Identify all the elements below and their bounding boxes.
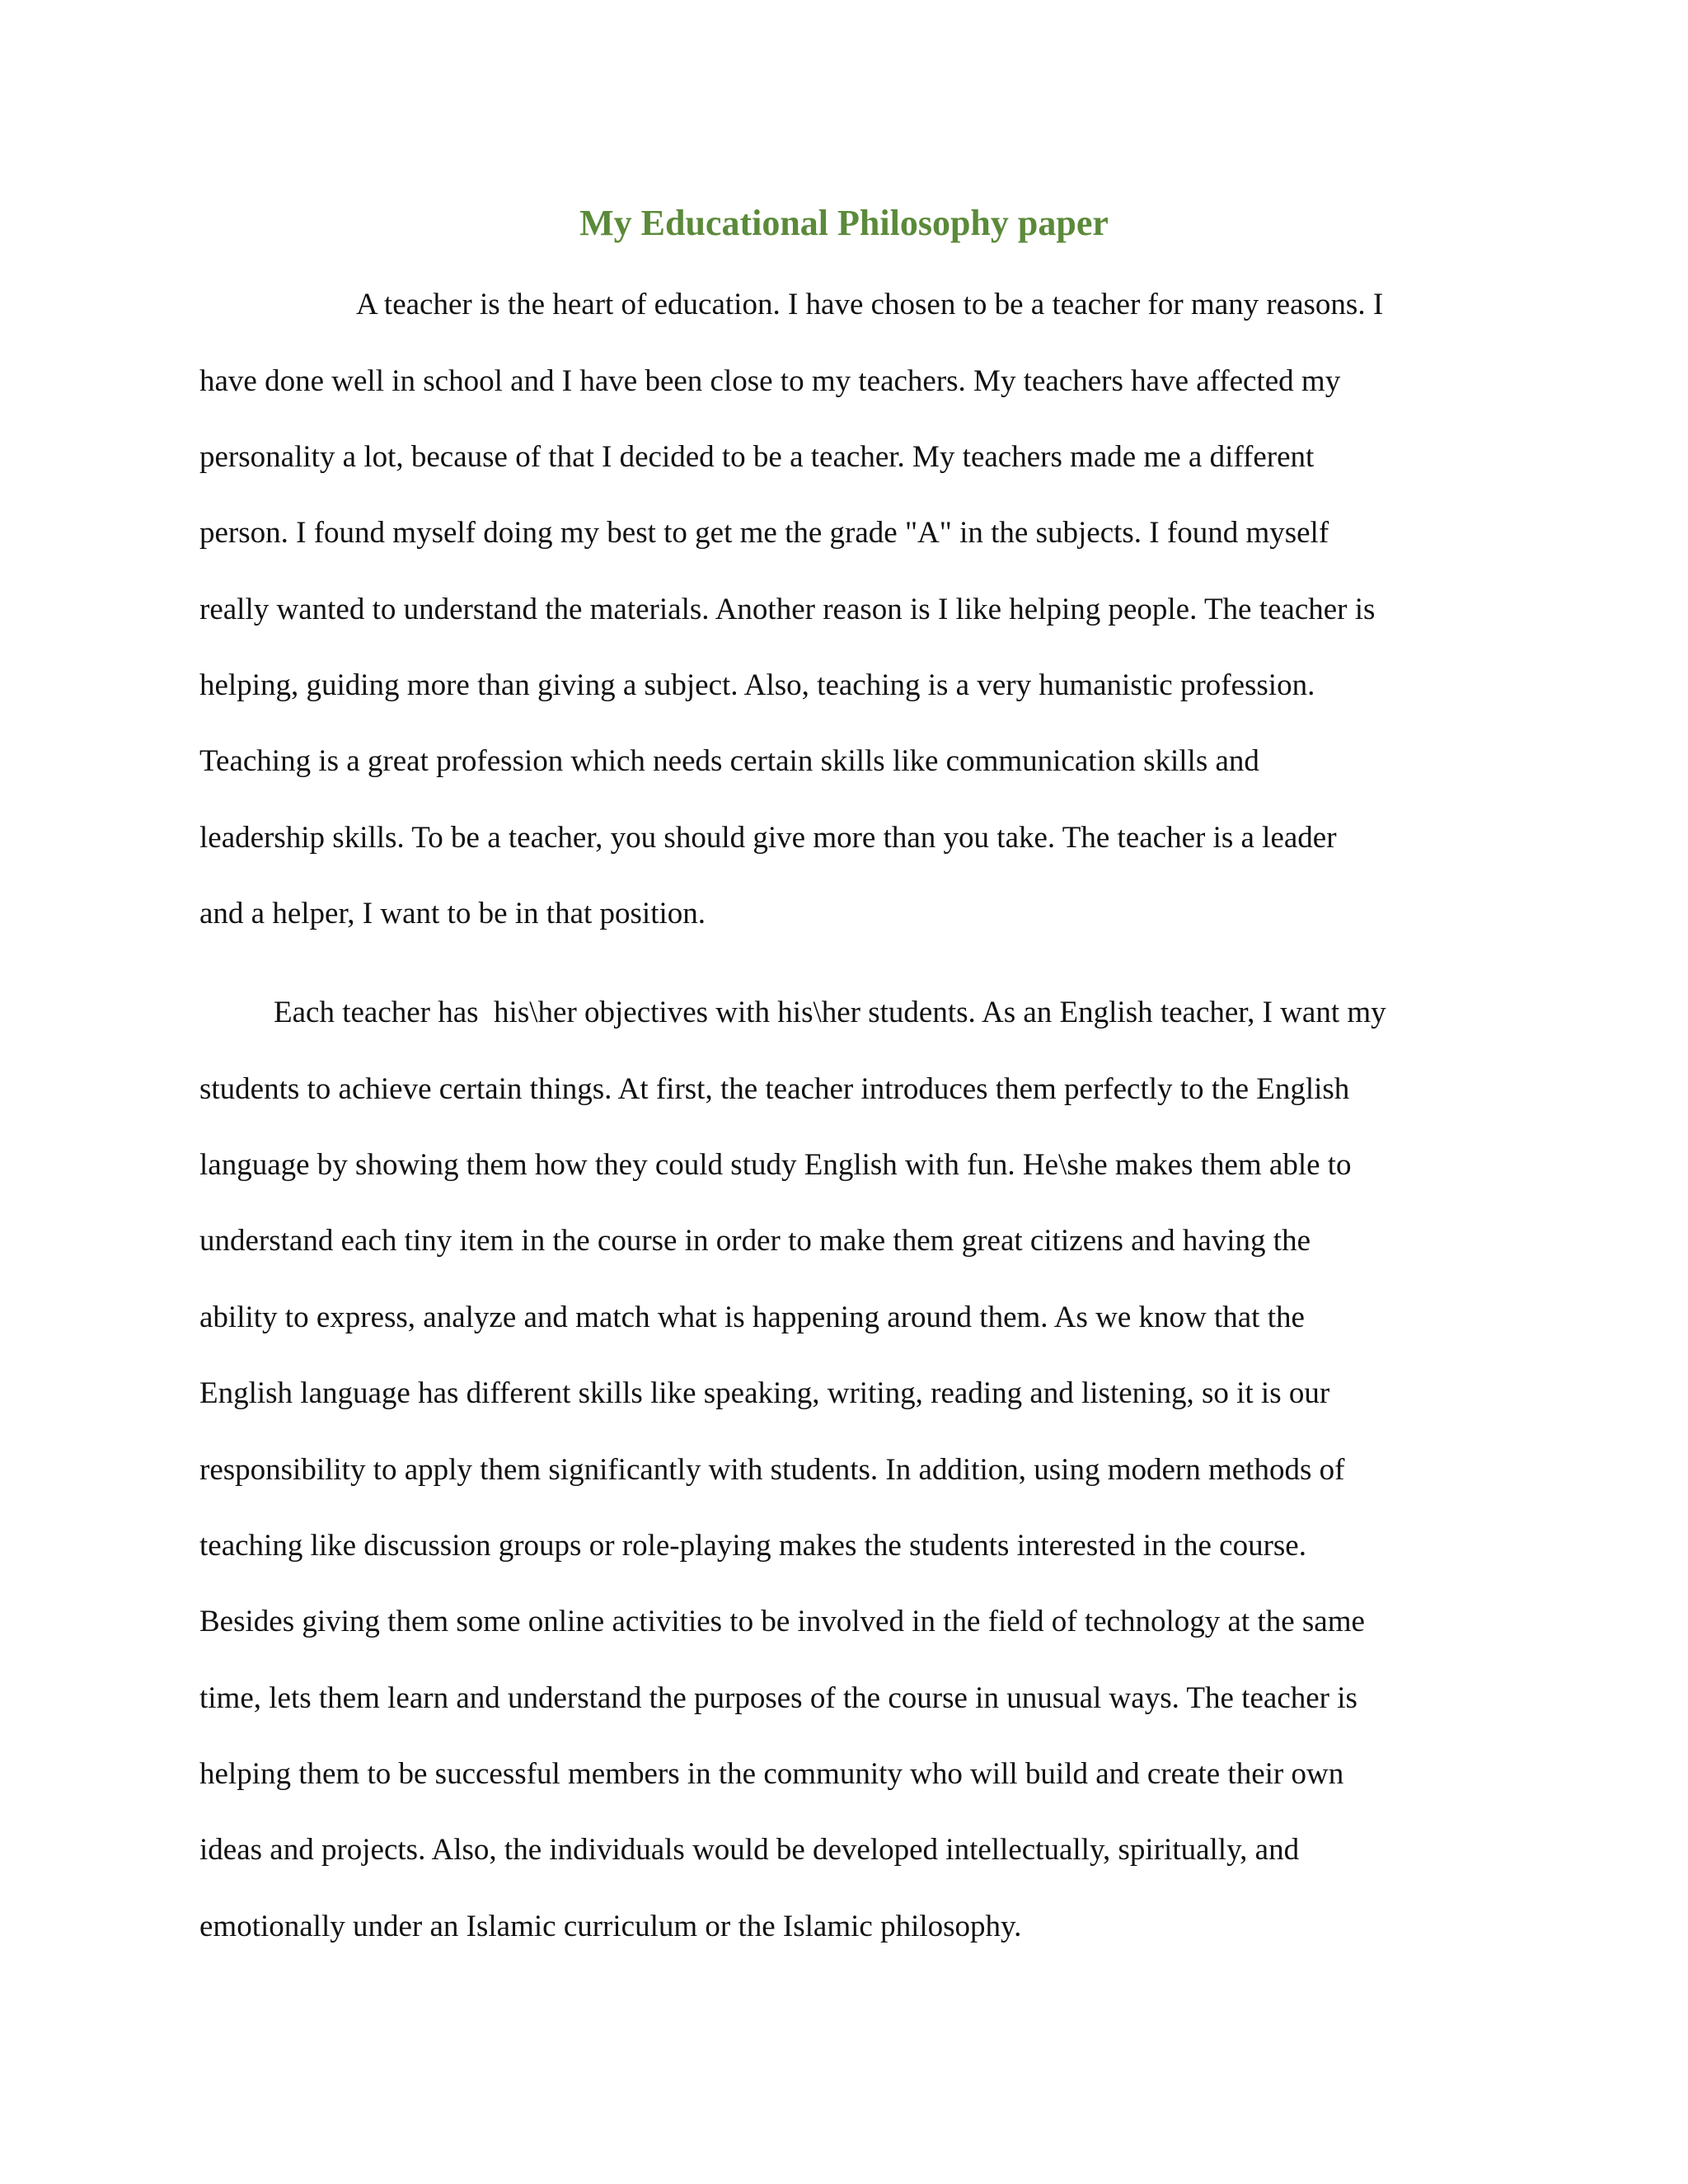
paragraph-1-line: and a helper, I want to be in that position. xyxy=(199,897,706,930)
paragraph-2-line: time, lets them learn and understand the purposes of the course in unusual ways. The teacher is xyxy=(199,1681,1357,1715)
paragraph-1-line: person. I found myself doing my best to get me the grade "A" in the subjects. I found myself xyxy=(199,516,1329,550)
paragraph-2-line: ideas and projects. Also, the individuals would be developed intellectually, spiritually, and xyxy=(199,1833,1300,1867)
paragraph-1-line: A teacher is the heart of education. I have chosen to be a teacher for many reasons. I xyxy=(356,288,1384,321)
paragraph-2-line: understand each tiny item in the course in order to make them great citizens and having the xyxy=(199,1224,1311,1258)
paragraph-2-line: helping them to be successful members in the community who will build and create their own xyxy=(199,1757,1344,1791)
paragraph-2-line: Besides giving them some online activities to be involved in the field of technology at the same xyxy=(199,1605,1365,1638)
paragraph-1-line: really wanted to understand the materials. Another reason is I like helping people. The teacher is xyxy=(199,593,1376,626)
paragraph-1-line: have done well in school and I have been close to my teachers. My teachers have affected my xyxy=(199,364,1341,398)
document-title: My Educational Philosophy paper xyxy=(579,203,1109,243)
paragraph-2-line: English language has different skills like speaking, writing, reading and listening, so it is our xyxy=(199,1376,1330,1410)
paragraph-2-line: emotionally under an Islamic curriculum or the Islamic philosophy. xyxy=(199,1910,1022,1943)
paragraph-2-line: responsibility to apply them significantly with students. In addition, using modern methods of xyxy=(199,1453,1345,1487)
paragraph-2-line: Each teacher has his\her objectives with his\her students. As an English teacher, I want my xyxy=(274,996,1386,1029)
paragraph-2-line: language by showing them how they could study English with fun. He\she makes them able to xyxy=(199,1148,1352,1182)
paragraph-1-line: leadership skills. To be a teacher, you should give more than you take. The teacher is a leader xyxy=(199,821,1337,855)
paragraph-2-line: teaching like discussion groups or role-playing makes the students interested in the course. xyxy=(199,1529,1306,1563)
paragraph-2-line: ability to express, analyze and match what is happening around them. As we know that the xyxy=(199,1301,1305,1334)
paragraph-1-line: Teaching is a great profession which needs certain skills like communication skills and xyxy=(199,744,1259,778)
paragraph-2-line: students to achieve certain things. At first, the teacher introduces them perfectly to the English xyxy=(199,1072,1350,1106)
paragraph-1-line: helping, guiding more than giving a subject. Also, teaching is a very humanistic profession. xyxy=(199,668,1315,702)
paragraph-1-line: personality a lot, because of that I decided to be a teacher. My teachers made me a different xyxy=(199,440,1315,474)
